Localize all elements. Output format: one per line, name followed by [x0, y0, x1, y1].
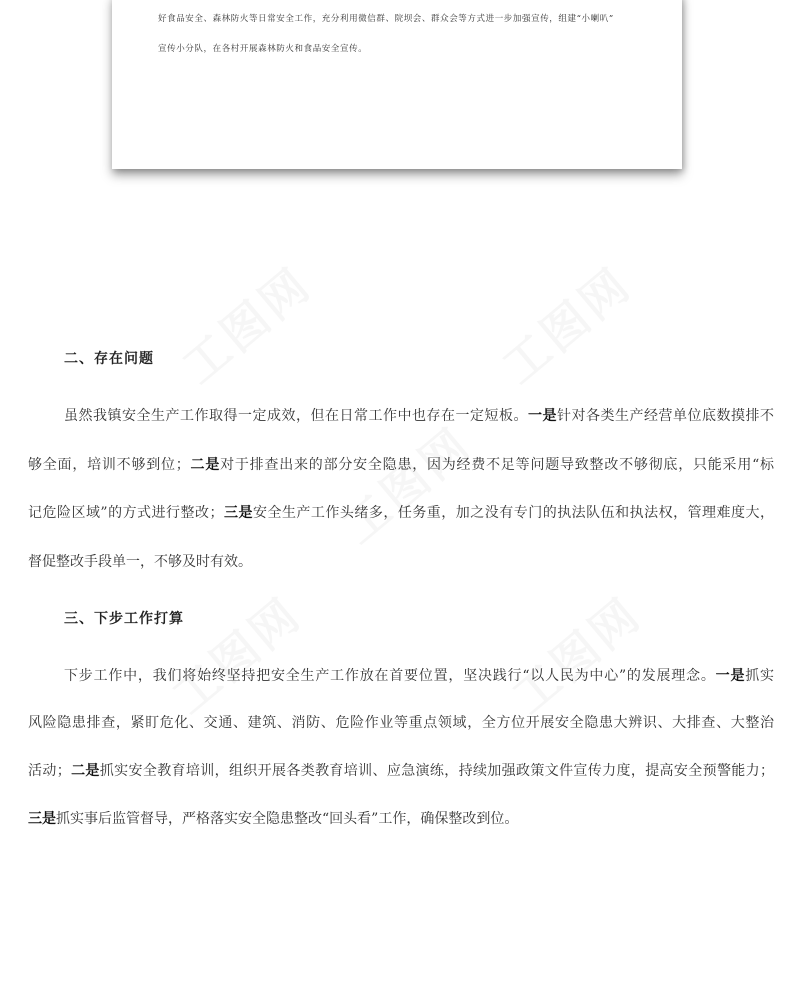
paragraph-line — [28, 808, 774, 828]
text-span: 下步工作中，我们将始终坚持把安全生产工作放在首要位置，坚决践行“以人民为中心”的发展理念。 — [64, 668, 716, 684]
text-span: 针对各类生产经营单位底数摸排不 — [557, 408, 774, 424]
text-span: 对于排查出来的部分安全隐患，因为经费不足等问题导致整改不够彻底，只能采用“标 — [220, 457, 775, 473]
watermark-logo — [156, 580, 313, 727]
watermark-logo — [326, 410, 483, 557]
keyword: 三是 — [223, 505, 253, 521]
paragraph-line — [28, 502, 774, 522]
text-span: 抓实安全教育培训，组织开展各类教育培训、应急演练，持续加强政策文件宣传力度，提高安全预警能力； — [99, 763, 775, 779]
watermark-logo — [486, 250, 643, 397]
section-heading-problems: 二、存在问题 — [64, 351, 154, 367]
keyword: 二是 — [189, 457, 221, 473]
paragraph-line: 督促整改手段单一，不够及时有效。 — [28, 554, 252, 570]
preview-line-1: 好食品安全、森林防火等日常安全工作，充分利用微信群、院坝会、群众会等方式进一步加强宣传，组建“小喇叭” — [158, 14, 614, 24]
section-heading-next-steps: 三、下步工作打算 — [64, 611, 184, 627]
paragraph-line — [64, 405, 774, 425]
paragraph-line — [28, 454, 774, 474]
watermark-logo — [166, 250, 323, 397]
text-span: 够全面，培训不够到位； — [28, 457, 190, 473]
keyword: 一是 — [528, 408, 557, 424]
preview-line-2: 宣传小分队，在各村开展森林防火和食品安全宣传。 — [158, 44, 368, 54]
keyword: 一是 — [715, 668, 746, 684]
text-span: 抓实事后监管督导，严格落实安全隐患整改“回头看”工作，确保整改到位。 — [56, 811, 519, 827]
paragraph-line — [28, 760, 774, 780]
paragraph-line — [64, 665, 774, 685]
keyword: 二是 — [70, 763, 100, 779]
keyword: 三是 — [28, 811, 56, 827]
text-span: 抓实 — [745, 668, 775, 684]
paragraph-line: 风险隐患排查，紧盯危化、交通、建筑、消防、危险作业等重点领域，全方位开展安全隐患大辨识、大排查、大整治 — [28, 715, 774, 731]
text-span: 安全生产工作头绪多，任务重，加之没有专门的执法队伍和执法权，管理难度大， — [252, 505, 775, 521]
document-preview-page — [112, 0, 682, 169]
text-span: 活动； — [28, 763, 71, 779]
text-span: 记危险区域”的方式进行整改； — [28, 505, 224, 521]
text-span: 虽然我镇安全生产工作取得一定成效，但在日常工作中也存在一定短板。 — [64, 408, 528, 424]
watermark-logo — [496, 580, 653, 727]
